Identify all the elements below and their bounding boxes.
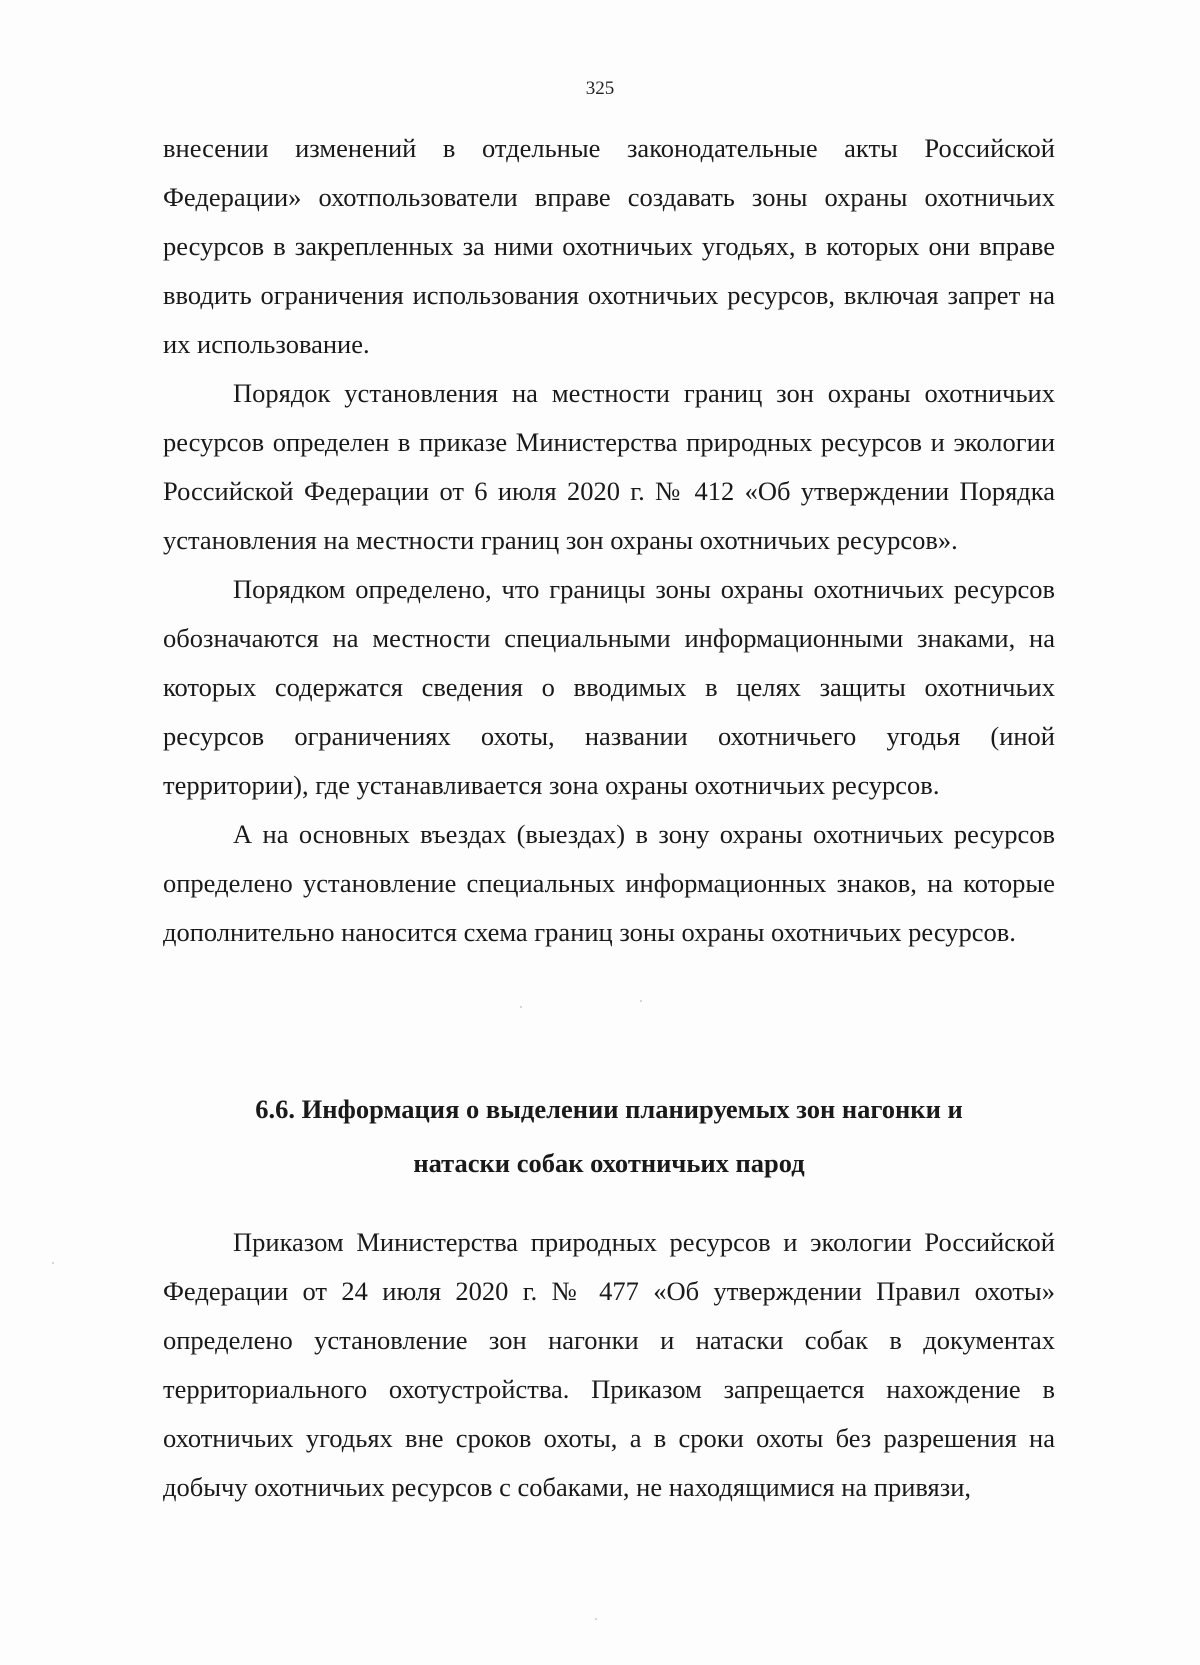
scan-speck [520, 1006, 522, 1008]
paragraph: Порядок установления на местности границ зон охраны охотничьих ресурсов определен в приказе Министерства природных ресурсов и экологии Российской Федерации от 6 июля 2020 г. № 412 «Об утверждении Порядка установления на местности границ зон охраны охотничьих ресурсов». [163, 378, 1055, 555]
scan-speck [595, 1618, 597, 1620]
scan-speck [52, 1262, 54, 1264]
page-number: 325 [585, 78, 615, 99]
paragraph: внесении изменений в отдельные законодательные акты Российской Федерации» охотпользователи вправе создавать зоны охраны охотничьих ресурсов в закрепленных за ними охотничьих угодьях, в которых они вправе вводить ограничения использования охотничьих ресурсов, включая запрет на их использование. [163, 133, 1055, 359]
section-heading-line: 6.6. Информация о выделении планируемых зон нагонки и [255, 1094, 963, 1124]
body-text-bottom [163, 1218, 1055, 1512]
body-text-top [163, 124, 1055, 957]
paragraph: А на основных въездах (выездах) в зону охраны охотничьих ресурсов определено установление специальных информационных знаков, на которые дополнительно наносится схема границ зоны охраны охотничьих ресурсов. [163, 819, 1055, 947]
section-heading [163, 1082, 1055, 1190]
paragraph: Приказом Министерства природных ресурсов и экологии Российской Федерации от 24 июля 2020 г. № 477 «Об утверждении Правил охоты» определено установление зон нагонки и натаски собак в документах территориального охотустройства. Приказом запрещается нахождение в охотничьих угодьях вне сроков охоты, а в сроки охоты без разрешения на добычу охотничьих ресурсов с собаками, не находящимися на привязи, [163, 1227, 1055, 1502]
paragraph: Порядком определено, что границы зоны охраны охотничьих ресурсов обозначаются на местности специальными информационными знаками, на которых содержатся сведения о вводимых в целях защиты охотничьих ресурсов ограничениях охоты, названии охотничьего угодья (иной территории), где устанавливается зона охраны охотничьих ресурсов. [163, 574, 1055, 800]
scan-speck [640, 1000, 642, 1002]
section-heading-line: натаски собак охотничьих парод [413, 1148, 805, 1178]
